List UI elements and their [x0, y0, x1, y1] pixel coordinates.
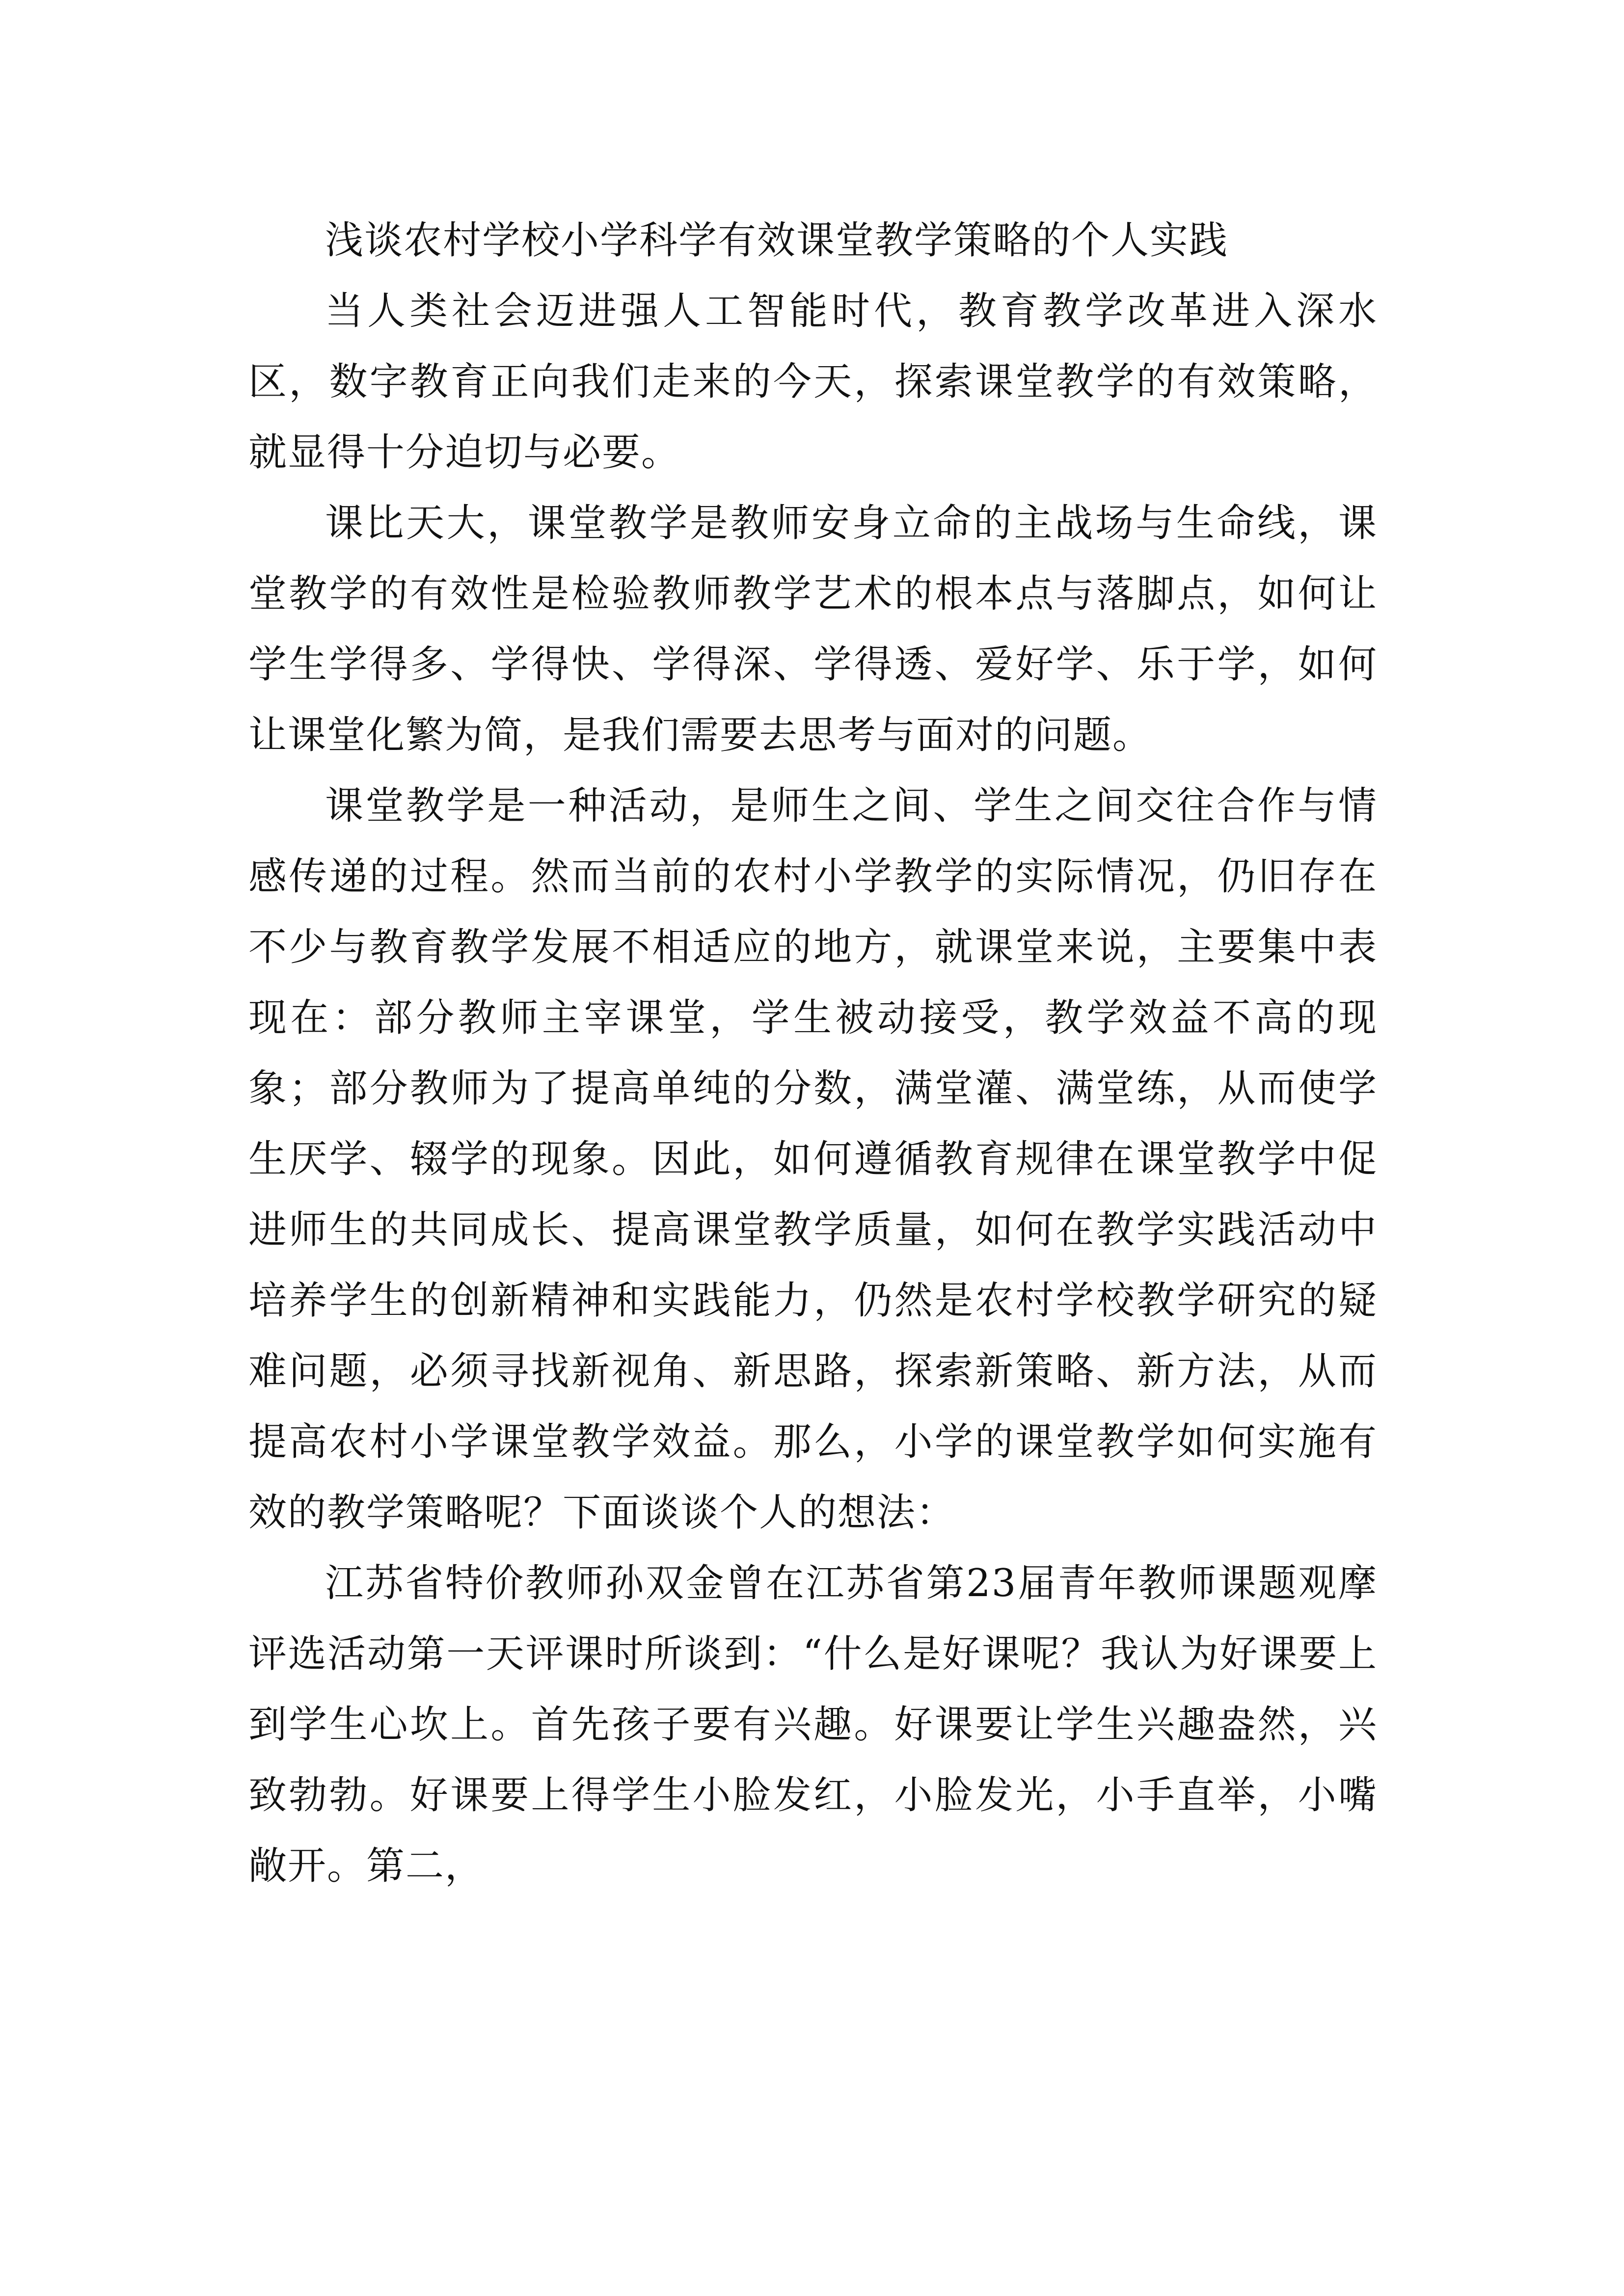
document-title: 浅谈农村学校小学科学有效课堂教学策略的个人实践: [325, 218, 1229, 263]
paragraph-good-lesson-quote: 江苏省特价教师孙双金曾在江苏省第23届青年教师课题观摩评选活动第一天评课时所谈到：“什么是好课呢？我认为好课要上到学生心坎上。首先孩子要有兴趣。好课要让学生兴趣盎然，兴致勃勃。好课要上得学生小脸发红，小脸发光，小手直举，小嘴敞开。第二，: [248, 1561, 1378, 1888]
paragraph-current-situation: 课堂教学是一种活动，是师生之间、学生之间交往合作与情感传递的过程。然而当前的农村小学教学的实际情况，仍旧存在不少与教育教学发展不相适应的地方，就课堂来说，主要集中表现在：部分教师主宰课堂，学生被动接受，教学效益不高的现象；部分教师为了提高单纯的分数，满堂灌、满堂练，从而使学生厌学、辍学的现象。因此，如何遵循教育规律在课堂教学中促进师生的共同成长、提高课堂教学质量，如何在教学实践活动中培养学生的创新精神和实践能力，仍然是农村学校教学研究的疑难问题，必须寻找新视角、新思路，探索新策略、新方法，从而提高农村小学课堂教学效益。那么，小学的课堂教学如何实施有效的教学策略呢？下面谈谈个人的想法：: [248, 784, 1378, 1535]
paragraph-intro: 当人类社会迈进强人工智能时代，教育教学改革进入深水区，数字教育正向我们走来的今天，探索课堂教学的有效策略，就显得十分迫切与必要。: [248, 289, 1378, 475]
document-body: [248, 205, 1378, 1901]
paragraph-importance: 课比天大，课堂教学是教师安身立命的主战场与生命线，课堂教学的有效性是检验教师教学艺术的根本点与落脚点，如何让学生学得多、学得快、学得深、学得透、爱好学、乐于学，如何让课堂化繁为简，是我们需要去思考与面对的问题。: [248, 501, 1378, 757]
